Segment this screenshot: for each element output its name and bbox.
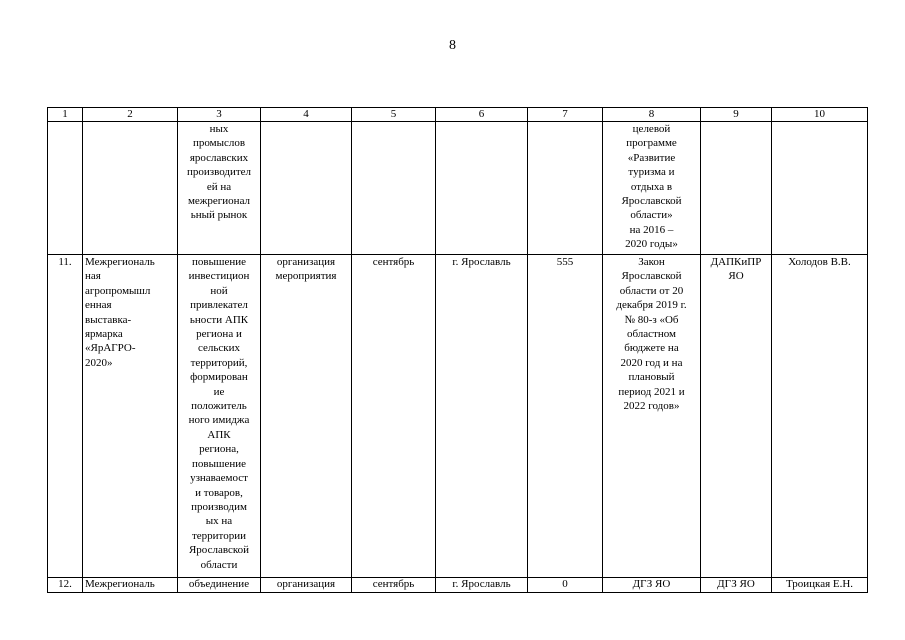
cell-event-name: Межрегиональ ная агропромышл енная выставка- ярмарка «ЯрАГРО- 2020» [83, 255, 178, 578]
cell-amount: 555 [528, 255, 603, 578]
cell-place: г. Ярославль [436, 578, 528, 593]
cell-num: 12. [48, 578, 83, 593]
events-table [47, 107, 868, 593]
cell-form [261, 122, 352, 255]
cell-place: г. Ярославль [436, 255, 528, 578]
cell-source: Закон Ярославской области от 20 декабря 2019 г. № 80-з «Об областном бюджете на 2020 год и на плановый период 2021 и 2022 годов» [603, 255, 701, 578]
cell-period: сентябрь [352, 578, 436, 593]
cell-goal: ных промыслов ярославских производител ей на межрегионал ьный рынок [178, 122, 261, 255]
cell-executor: ДГЗ ЯО [701, 578, 772, 593]
cell-executor: ДАПКиПР ЯО [701, 255, 772, 578]
page-number: 8 [449, 38, 456, 53]
col-header-2: 2 [83, 108, 178, 122]
cell-responsible [772, 122, 868, 255]
cell-num [48, 122, 83, 255]
cell-event-name [83, 122, 178, 255]
table-row [48, 122, 868, 255]
col-header-10: 10 [772, 108, 868, 122]
col-header-9: 9 [701, 108, 772, 122]
cell-amount: 0 [528, 578, 603, 593]
cell-period: сентябрь [352, 255, 436, 578]
cell-event-name: Межрегиональ [83, 578, 178, 593]
table-row [48, 578, 868, 593]
col-header-4: 4 [261, 108, 352, 122]
cell-num: 11. [48, 255, 83, 578]
cell-form: организация [261, 578, 352, 593]
cell-goal: объединение [178, 578, 261, 593]
cell-executor [701, 122, 772, 255]
cell-source: целевой программе «Развитие туризма и отдыха в Ярославской области» на 2016 – 2020 годы» [603, 122, 701, 255]
cell-source: ДГЗ ЯО [603, 578, 701, 593]
cell-responsible: Холодов В.В. [772, 255, 868, 578]
col-header-3: 3 [178, 108, 261, 122]
col-header-8: 8 [603, 108, 701, 122]
cell-responsible: Троицкая Е.Н. [772, 578, 868, 593]
col-header-1: 1 [48, 108, 83, 122]
cell-period [352, 122, 436, 255]
col-header-6: 6 [436, 108, 528, 122]
table-row [48, 255, 868, 578]
header-row [48, 108, 868, 122]
cell-form: организация мероприятия [261, 255, 352, 578]
cell-amount [528, 122, 603, 255]
cell-place [436, 122, 528, 255]
col-header-5: 5 [352, 108, 436, 122]
cell-goal: повышение инвестицион ной привлекател ьности АПК региона и сельских территорий, формирован ие положитель ного имиджа АПК региона, повышение узнаваемост и товаров, производим ых на территории Ярославской области [178, 255, 261, 578]
col-header-7: 7 [528, 108, 603, 122]
